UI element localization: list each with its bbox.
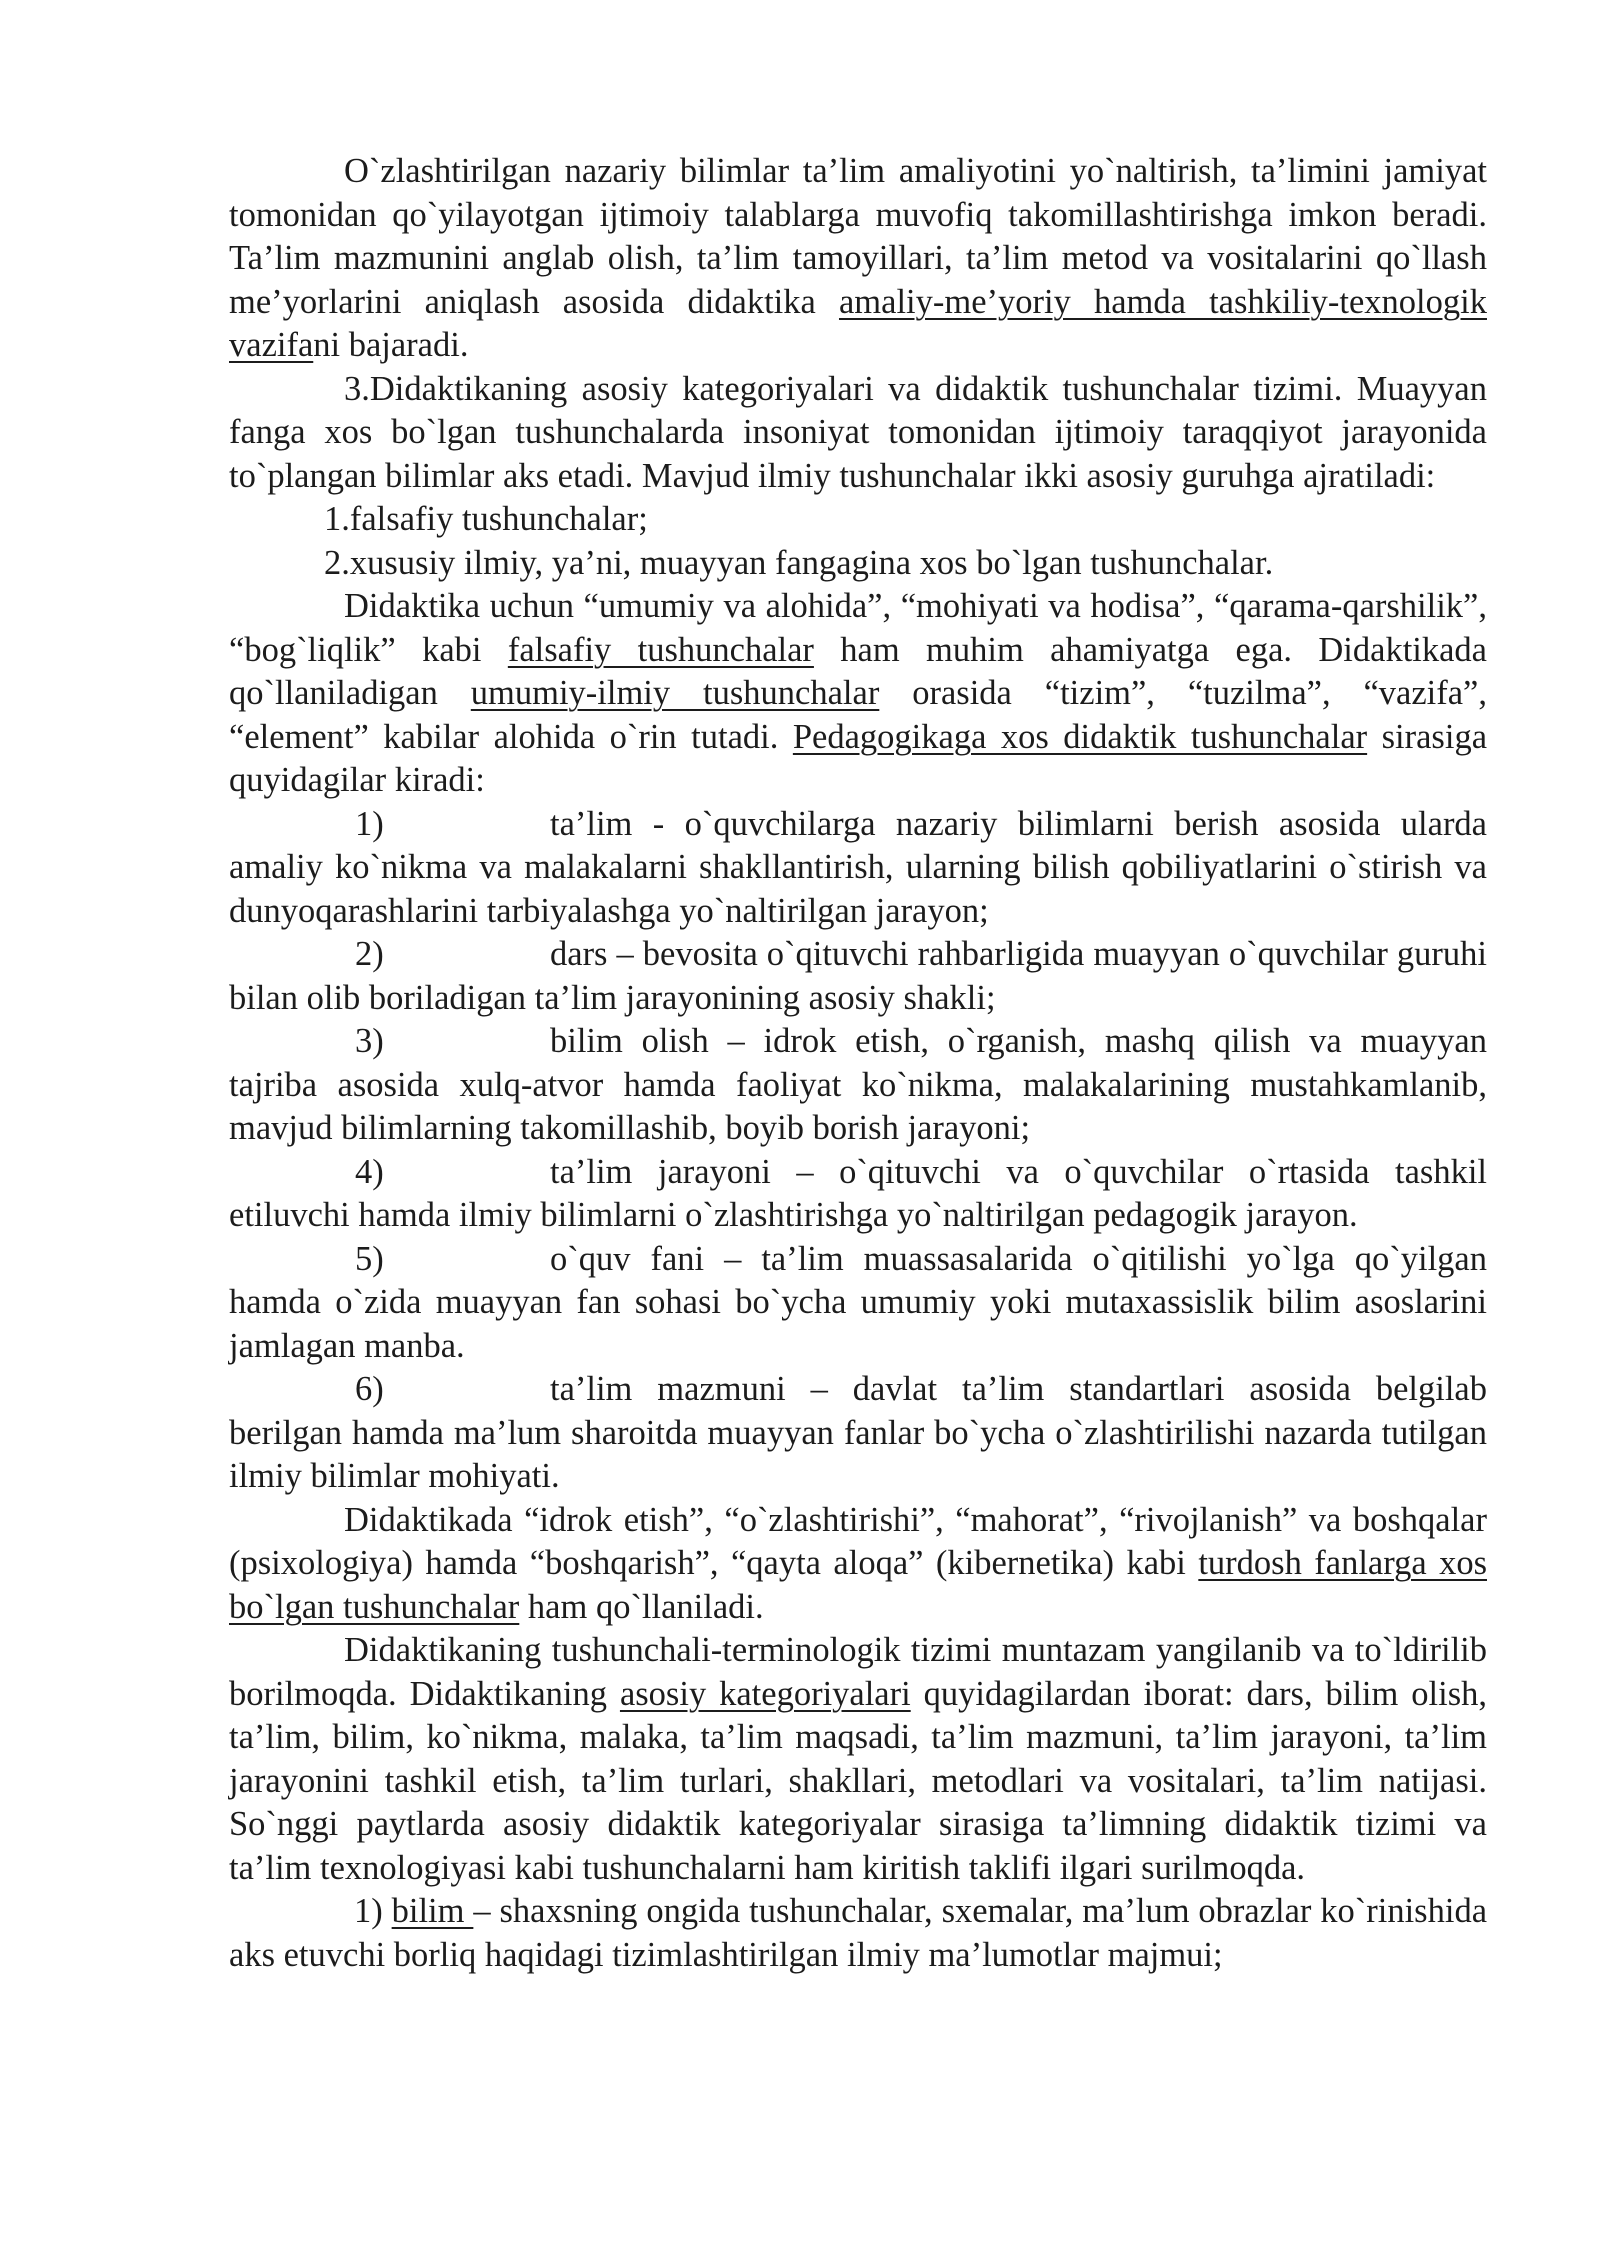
document-page (229, 150, 1487, 1977)
list-item: 2.xususiy ilmiy, ya’ni, muayyan fangagina xos bo`lgan tushunchalar. (324, 543, 1274, 582)
text: ni bajaradi. (313, 326, 469, 364)
underlined-term: Pedagogikaga xos didaktik tushunchalar (792, 717, 1368, 756)
item-number: 4) (355, 1152, 384, 1191)
item-number: 1) (355, 804, 384, 843)
item-number: 1) (354, 1892, 383, 1930)
numbered-item-2 (229, 933, 1487, 1020)
numbered-item-6 (229, 1368, 1487, 1499)
underlined-term: falsafiy tushunchalar (507, 630, 814, 669)
list-item: 1.falsafiy tushunchalar; (324, 500, 648, 538)
underlined-term: amaliy-me’yoriy hamda tashkiliy-texnologik vazifa (229, 282, 1487, 364)
text: quyidagilardan iborat: dars, bilim olish, ta’lim, bilim, ko`nikma, malaka, ta’lim maqsadi, ta’lim mazmuni, ta’lim jarayoni, ta’lim jarayonini tashkil etish, ta’lim turlari, shakllari, metodlari va vositalari, ta’lim natijasi. So`nggi paytlarda asosiy didaktik kategoriyalar sirasiga ta’limning didaktik tizimi va ta’lim texnologiyasi kabi tushunchalarni ham kiritish taklifi ilgari surilmoqda. (229, 1674, 1487, 1887)
numbered-item-3 (229, 1020, 1487, 1151)
underlined-term: turdosh fanlarga xos bo`lgan tushunchalar (229, 1544, 1487, 1626)
item-text: ta’lim mazmuni – davlat ta’lim standartlari asosida belgilab berilgan hamda ma’lum sharoitda muayyan fanlar bo`ycha o`zlashtirilishi nazarda tutilgan ilmiy bilimlar mohiyati. (229, 1370, 1487, 1495)
item-text: dars – bevosita o`qituvchi rahbarligida muayyan o`quvchilar guruhi bilan olib boriladigan ta’lim jarayonining asosiy shakli; (229, 935, 1487, 1017)
paragraph-2: 3.Didaktikaning asosiy kategoriyalari va didaktik tushunchalar tizimi. Muayyan fanga xos bo`lgan tushunchalarda insoniyat tomonidan ijtimoiy taraqqiyot jarayonida to`plangan bilimlar aks etadi. Mavjud ilmiy tushunchalar ikki asosiy guruhga ajratiladi: (229, 369, 1487, 495)
underlined-term: asosiy kategoriyalari (619, 1674, 911, 1713)
numbered-item-4 (229, 1151, 1487, 1238)
text: Didaktikada “idrok etish”, “o`zlashtirishi”, “mahorat”, “rivojlanish” va boshqalar (psixologiya) hamda “boshqarish”, “qayta aloqa” (kibernetika) kabi (229, 1500, 1487, 1582)
numbered-item-5 (229, 1238, 1487, 1369)
item-number: 2) (355, 935, 384, 973)
text: ham qo`llaniladi. (519, 1587, 764, 1626)
item-number: 6) (355, 1370, 384, 1408)
paragraph-4 (229, 1499, 1487, 1630)
text: sirasiga quyidagilar kiradi: (229, 717, 1488, 799)
item-number: 5) (355, 1239, 384, 1278)
underlined-term: bilim (391, 1892, 474, 1930)
text: orasida “tizim”, “tuzilma”, “vazifa”, “element” kabilar alohida o`rin tutadi. (229, 674, 1487, 756)
paragraph-6 (229, 1890, 1487, 1977)
paragraph-3 (229, 585, 1487, 803)
item-number: 3) (355, 1022, 384, 1060)
text: O`zlashtirilgan nazariy bilimlar ta’lim amaliyotini yo`naltirish, ta’limini jamiyat tomonidan qo`yilayotgan ijtimoiy talablarga muvofiq takomillashtirishga imkon beradi. Ta’lim mazmunini anglab olish, ta’lim tamoyillari, ta’lim metod va vositalarini qo`llash me’yorlarini aniqlash asosida didaktika (229, 152, 1487, 321)
underlined-term: umumiy-ilmiy tushunchalar (470, 674, 880, 712)
text: – shaxsning ongida tushunchalar, sxemalar, ma’lum obrazlar ko`rinishida aks etuvchi borliq haqidagi tizimlashtirilgan ilmiy ma’lumotlar majmui; (229, 1892, 1488, 1974)
item-text: ta’lim jarayoni – o`qituvchi va o`quvchilar o`rtasida tashkil etiluvchi hamda ilmiy bilimlarni o`zlashtirishga yo`naltirilgan pedagogik jarayon. (229, 1152, 1487, 1234)
numbered-item-1 (229, 803, 1487, 934)
text: ham muhim ahamiyatga ega. Didaktikada qo`llaniladigan (229, 630, 1487, 712)
item-text: o`quv fani – ta’lim muassasalarida o`qitilishi yo`lga qo`yilgan hamda o`zida muayyan fan sohasi bo`ycha umumiy yoki mutaxassislik bilim asoslarini jamlagan manba. (229, 1239, 1487, 1365)
text: Didaktikaning tushunchali-terminologik tizimi muntazam yangilanib va to`ldirilib borilmoqda. Didaktikaning (229, 1631, 1487, 1713)
text: Didaktika uchun “umumiy va alohida”, “mohiyati va hodisa”, “qarama-qarshilik”, “bog`liqlik” kabi (229, 587, 1487, 669)
paragraph-5 (229, 1629, 1487, 1890)
item-text: ta’lim - o`quvchilarga nazariy bilimlarni berish asosida ularda amaliy ko`nikma va malakalarni shakllantirish, ularning bilish qobiliyatlarini o`stirish va dunyoqarashlarini tarbiyalashga yo`naltirilgan jarayon; (229, 804, 1487, 930)
item-text: bilim olish – idrok etish, o`rganish, mashq qilish va muayyan tajriba asosida xulq-atvor hamda faoliyat ko`nikma, malakalarining mustahkamlanib, mavjud bilimlarning takomillashib, boyib borish jarayoni; (229, 1022, 1487, 1147)
paragraph-1 (229, 150, 1487, 368)
